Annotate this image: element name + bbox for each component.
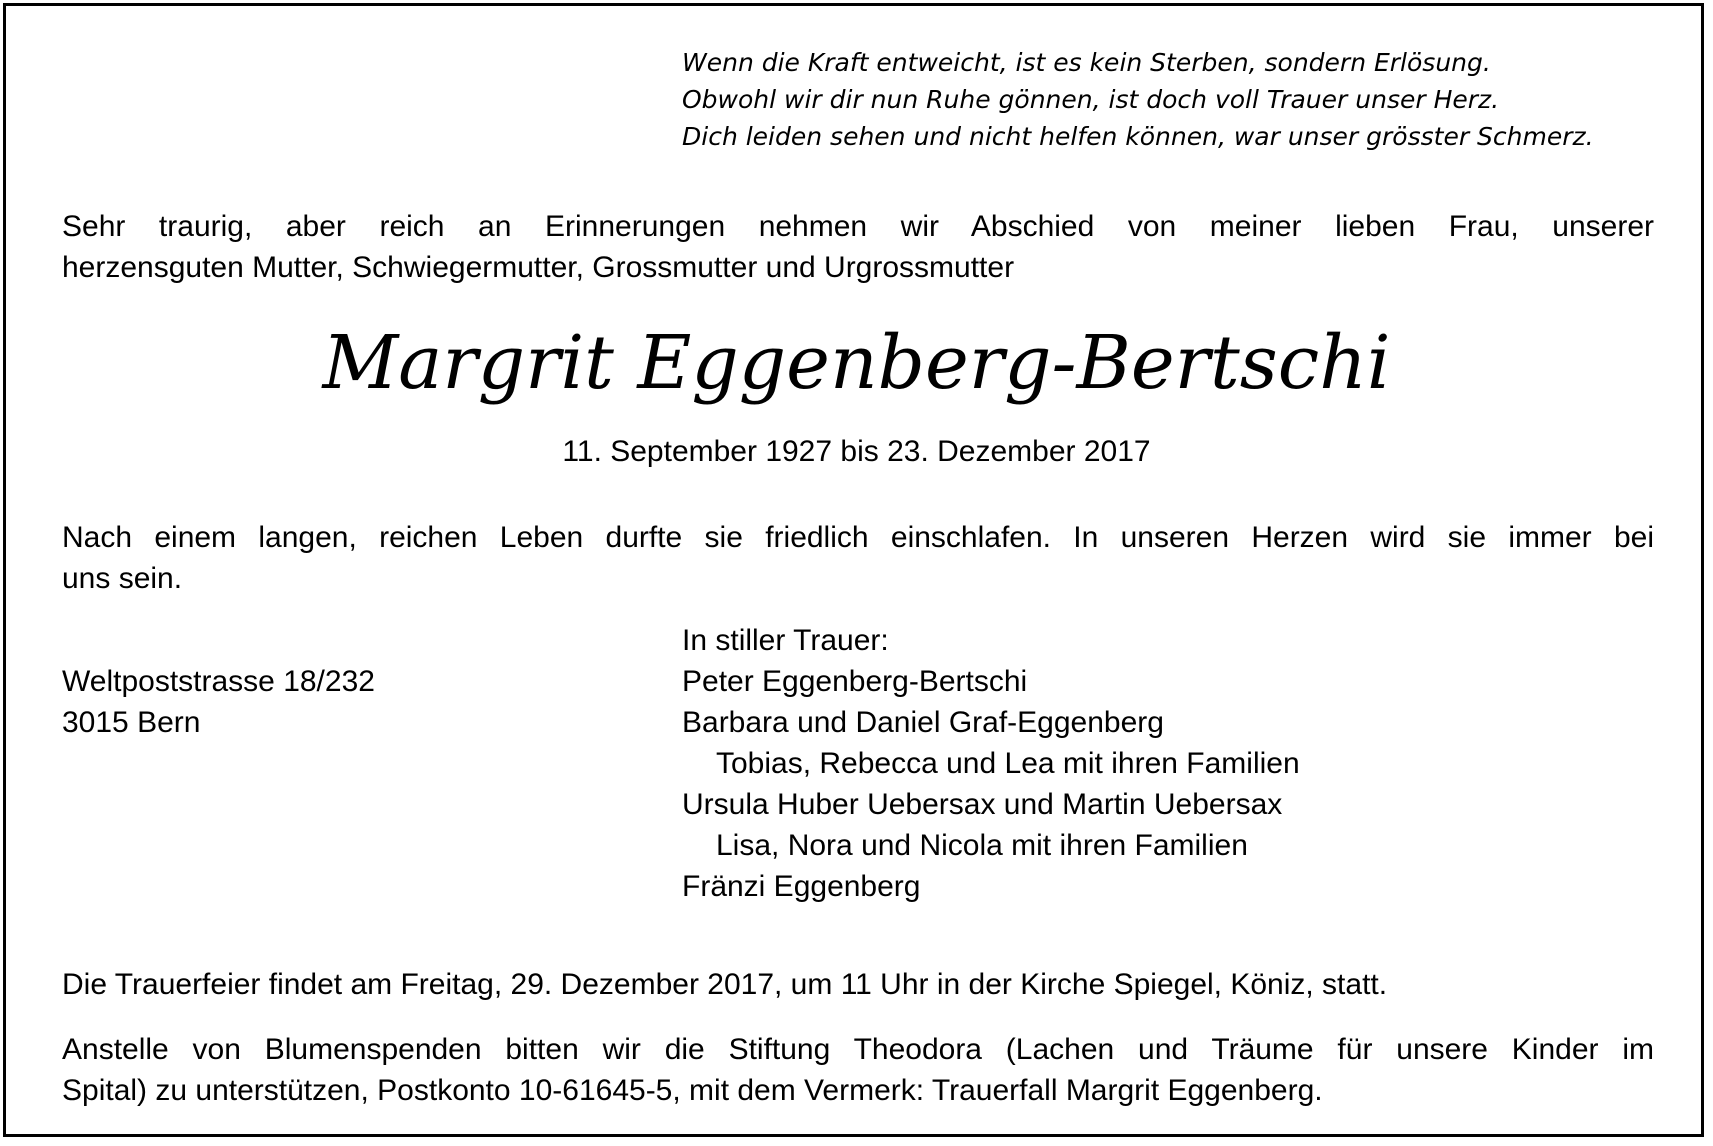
motto-verse <box>682 44 1594 155</box>
life-dates: 11. September 1927 bis 23. Dezember 2017 <box>562 435 1151 468</box>
motto-line: Dich leiden sehen und nicht helfen können, war unser grösster Schmerz. <box>682 122 1594 151</box>
mourner-descendants: Tobias, Rebecca und Lea mit ihren Familien <box>716 747 1300 780</box>
deceased-name: Margrit Eggenberg-Bertschi <box>322 320 1391 406</box>
address-city: 3015 Bern <box>62 706 201 739</box>
address-street: Weltpoststrasse 18/232 <box>62 665 375 698</box>
intro-paragraph <box>62 206 1654 288</box>
donation-paragraph <box>62 1029 1654 1111</box>
mourner: Fränzi Eggenberg <box>682 870 921 903</box>
mourner: Peter Eggenberg-Bertschi <box>682 665 1028 698</box>
intro-line: herzensguten Mutter, Schwiegermutter, Grossmutter und Urgrossmutter <box>62 251 1015 284</box>
life-line: Nach einem langen, reichen Leben durfte sie friedlich einschlafen. In unseren Herzen wird sie immer bei <box>62 521 1654 554</box>
mourner: Ursula Huber Uebersax und Martin Uebersax <box>682 788 1283 821</box>
intro-line: Sehr traurig, aber reich an Erinnerungen nehmen wir Abschied von meiner lieben Frau, unserer <box>62 210 1654 243</box>
mourners-list <box>682 620 1300 907</box>
donation-line: Spital) zu unterstützen, Postkonto 10-61645-5, mit dem Vermerk: Trauerfall Margrit Eggenberg. <box>62 1074 1323 1107</box>
motto-line: Obwohl wir dir nun Ruhe gönnen, ist doch voll Trauer unser Herz. <box>682 85 1500 114</box>
mourners-heading: In stiller Trauer: <box>682 624 889 657</box>
life-paragraph <box>62 517 1654 599</box>
life-line: uns sein. <box>62 562 183 595</box>
motto-line: Wenn die Kraft entweicht, ist es kein Sterben, sondern Erlösung. <box>682 48 1491 77</box>
donation-line: Anstelle von Blumenspenden bitten wir die Stiftung Theodora (Lachen und Träume für unsere Kinder im <box>62 1033 1654 1066</box>
family-address <box>62 661 375 743</box>
mourner-descendants: Lisa, Nora und Nicola mit ihren Familien <box>716 829 1248 862</box>
mourner: Barbara und Daniel Graf-Eggenberg <box>682 706 1164 739</box>
funeral-service-info: Die Trauerfeier findet am Freitag, 29. Dezember 2017, um 11 Uhr in der Kirche Spiegel, Köniz, statt. <box>62 968 1388 1001</box>
